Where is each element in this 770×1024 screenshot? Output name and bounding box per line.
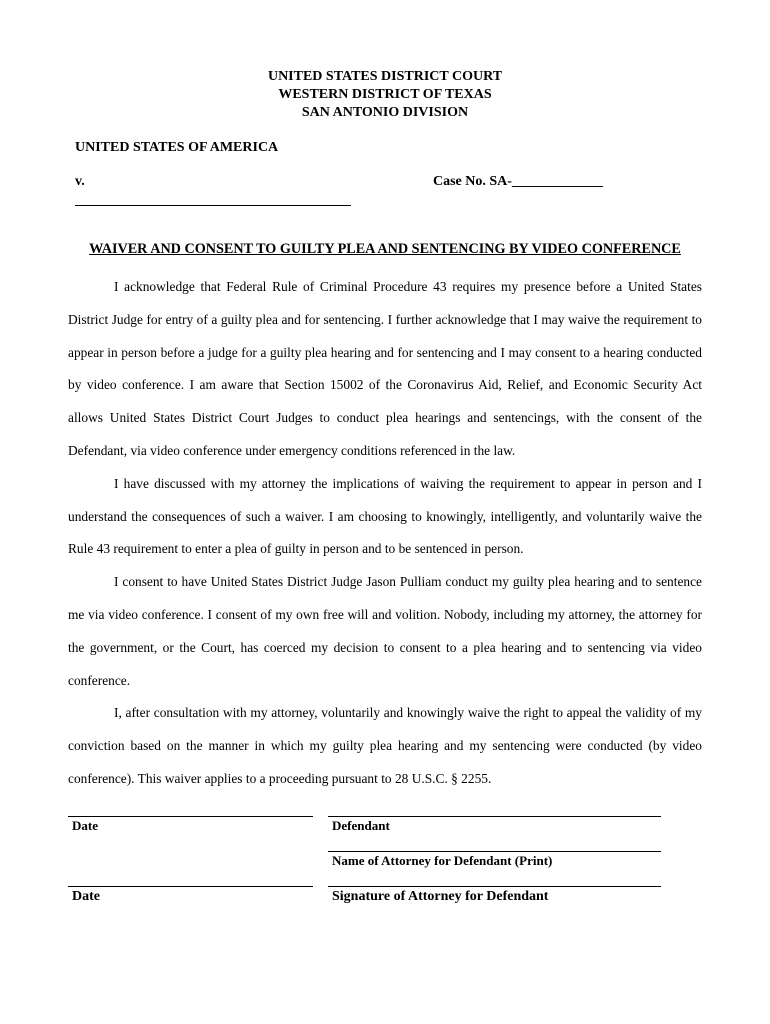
document-title: WAIVER AND CONSENT TO GUILTY PLEA AND SENTENCING BY VIDEO CONFERENCE	[89, 241, 681, 257]
defendant-signature-line	[328, 816, 661, 817]
division-name: SAN ANTONIO DIVISION	[301, 105, 469, 120]
document-body	[68, 271, 702, 796]
attorney-signature-line	[328, 886, 661, 887]
court-name: UNITED STATES DISTRICT COURT	[267, 69, 503, 84]
case-number: Case No. SA-_____________	[433, 174, 603, 189]
date-label-1: Date	[72, 818, 98, 833]
defendant-name-line	[75, 205, 351, 206]
paragraph: I consent to have United States District Judge Jason Pulliam conduct my guilty plea hearing and to sentence me via video conference. I consent of my own free will and volition. Nobody, including my attorney, the attorney for the government, or the Court, has coerced my decision to consent to a plea hearing and to sentencing via video conference.	[68, 574, 702, 688]
date-line-1	[68, 816, 313, 817]
paragraph: I acknowledge that Federal Rule of Criminal Procedure 43 requires my presence before a United States District Judge for entry of a guilty plea and for sentencing. I further acknowledge that I may waive the requirement to appear in person before a judge for a guilty plea hearing and for sentencing and I may consent to a hearing conducted by video conference. I am aware that Section 15002 of the Coronavirus Aid, Relief, and Economic Security Act allows United States District Court Judges to conduct plea hearings and sentencings, with the consent of the Defendant, via video conference under emergency conditions referenced in the law.	[68, 279, 702, 458]
defendant-label: Defendant	[332, 818, 390, 833]
attorney-name-label: Name of Attorney for Defendant (Print)	[332, 853, 553, 868]
date-label-2: Date	[72, 889, 100, 904]
attorney-signature-label: Signature of Attorney for Defendant	[332, 889, 549, 904]
attorney-name-line	[328, 851, 661, 852]
versus-label: v.	[75, 174, 85, 189]
plaintiff-name: UNITED STATES OF AMERICA	[75, 140, 279, 155]
district-name: WESTERN DISTRICT OF TEXAS	[278, 87, 492, 102]
paragraph: I have discussed with my attorney the implications of waiving the requirement to appear in person and I understand the consequences of such a waiver. I am choosing to knowingly, intelligently, and voluntarily waive the Rule 43 requirement to enter a plea of guilty in person and to be sentenced in person.	[68, 475, 702, 557]
date-line-2	[68, 886, 313, 887]
paragraph: I, after consultation with my attorney, voluntarily and knowingly waive the right to appeal the validity of my conviction based on the manner in which my guilty plea hearing and my sentencing were conducted (by video conference). This waiver applies to a proceeding pursuant to 28 U.S.C. § 2255.	[68, 705, 702, 786]
